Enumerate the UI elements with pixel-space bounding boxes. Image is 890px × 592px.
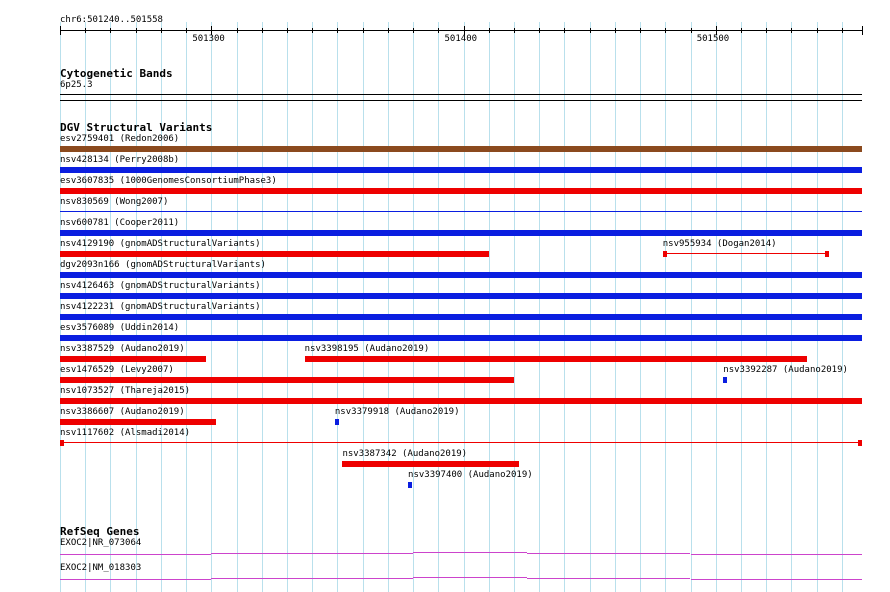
grid-line	[842, 22, 843, 592]
ruler-tick-label: 501500	[696, 34, 730, 44]
variant-label: nsv4122231 (gnomADStructuralVariants)	[60, 302, 261, 312]
ruler-minor-tick	[590, 28, 591, 33]
variant-label: nsv3386607 (Audano2019)	[60, 407, 185, 417]
variant-bar	[60, 272, 862, 278]
grid-line	[438, 22, 439, 592]
variant-label: esv3607835 (1000GenomesConsortiumPhase3)	[60, 176, 277, 186]
ruler-minor-tick	[237, 28, 238, 33]
variant-bar	[60, 356, 206, 362]
grid-line	[590, 22, 591, 592]
gene-label: EXOC2|NR_073064	[60, 538, 142, 548]
ruler-minor-tick	[438, 28, 439, 33]
grid-line	[665, 22, 666, 592]
variant-bar	[408, 482, 412, 488]
variant-label: nsv3398195 (Audano2019)	[304, 344, 430, 354]
variant-bar	[60, 230, 862, 236]
ruler-minor-tick	[110, 28, 111, 33]
variant-bar	[60, 146, 862, 152]
variant-bar	[60, 293, 862, 299]
variant-label: nsv3392287 (Audano2019)	[723, 365, 848, 375]
ruler-minor-tick	[262, 28, 263, 33]
variant-bar	[60, 314, 862, 320]
ruler-minor-tick	[615, 28, 616, 33]
ruler-minor-tick	[287, 28, 288, 33]
grid-line	[691, 22, 692, 592]
variant-label: nsv4129190 (gnomADStructuralVariants)	[60, 239, 261, 249]
ruler-minor-tick	[136, 28, 137, 33]
ruler-minor-tick	[539, 28, 540, 33]
ruler-end-tick	[862, 26, 863, 35]
gene-intron-line	[413, 552, 526, 553]
variant-label: nsv3379918 (Audano2019)	[334, 407, 460, 417]
ruler-minor-tick	[337, 28, 338, 33]
variant-cap	[60, 440, 64, 446]
cytoband-label: 6p25.3	[60, 80, 93, 90]
ruler-minor-tick	[640, 28, 641, 33]
grid-line	[615, 22, 616, 592]
grid-line	[817, 22, 818, 592]
grid-line	[640, 22, 641, 592]
gene-label: EXOC2|NM_018303	[60, 563, 142, 573]
variant-bar	[60, 398, 862, 404]
variant-label: nsv600781 (Cooper2011)	[60, 218, 180, 228]
ruler-minor-tick	[842, 28, 843, 33]
ruler-minor-tick	[691, 28, 692, 33]
grid-line	[791, 22, 792, 592]
variant-cap	[663, 251, 667, 257]
variant-label: esv1476529 (Levy2007)	[60, 365, 174, 375]
ruler-minor-tick	[489, 28, 490, 33]
variant-bar	[60, 211, 862, 212]
variant-bar	[663, 253, 829, 254]
variant-label: nsv4126463 (gnomADStructuralVariants)	[60, 281, 261, 291]
variant-bar	[342, 461, 519, 467]
ruler-minor-tick	[388, 28, 389, 33]
variant-bar	[60, 251, 489, 257]
ruler-minor-tick	[413, 28, 414, 33]
grid-line	[539, 22, 540, 592]
grid-line	[312, 22, 313, 592]
grid-line	[262, 22, 263, 592]
variant-label: nsv3387342 (Audano2019)	[342, 449, 468, 459]
gene-intron-line	[527, 578, 691, 579]
variant-bar	[723, 377, 727, 383]
cytoband-bar-bottom	[60, 100, 862, 101]
grid-line	[464, 22, 465, 592]
variant-label: nsv428134 (Perry2008b)	[60, 155, 180, 165]
variant-bar	[60, 442, 862, 443]
ruler-minor-tick	[514, 28, 515, 33]
variant-label: nsv1073527 (Thareja2015)	[60, 386, 191, 396]
grid-line	[413, 22, 414, 592]
dgv-track-title: DGV Structural Variants	[60, 121, 213, 134]
gene-intron-line	[691, 554, 862, 555]
variant-bar	[335, 419, 339, 425]
ruler-minor-tick	[817, 28, 818, 33]
grid-line	[489, 22, 490, 592]
variant-label: esv2759401 (Redon2006)	[60, 134, 180, 144]
grid-line	[363, 22, 364, 592]
variant-bar	[60, 377, 514, 383]
variant-cap	[858, 440, 862, 446]
ruler-minor-tick	[741, 28, 742, 33]
grid-line	[741, 22, 742, 592]
ruler-minor-tick	[363, 28, 364, 33]
variant-bar	[305, 356, 807, 362]
gene-intron-line	[691, 579, 862, 580]
cytoband-bar-top	[60, 94, 862, 95]
gene-intron-line	[211, 553, 413, 554]
refseq-track-title: RefSeq Genes	[60, 525, 140, 538]
ruler-minor-tick	[85, 28, 86, 33]
variant-bar	[60, 419, 216, 425]
variant-label: nsv1117602 (Alsmadi2014)	[60, 428, 191, 438]
ruler-minor-tick	[312, 28, 313, 33]
grid-line	[337, 22, 338, 592]
grid-line	[388, 22, 389, 592]
grid-line	[716, 22, 717, 592]
grid-line	[564, 22, 565, 592]
variant-label: nsv955934 (Dogan2014)	[662, 239, 777, 249]
ruler-minor-tick	[60, 28, 61, 33]
ruler-minor-tick	[186, 28, 187, 33]
ruler-minor-tick	[665, 28, 666, 33]
gene-intron-line	[60, 554, 211, 555]
ruler-tick-label: 501400	[444, 34, 478, 44]
variant-label: nsv830569 (Wong2007)	[60, 197, 169, 207]
gene-intron-line	[527, 553, 691, 554]
variant-bar	[60, 167, 862, 173]
grid-line	[287, 22, 288, 592]
variant-label: nsv3397400 (Audano2019)	[408, 470, 533, 480]
gene-intron-line	[211, 578, 413, 579]
ruler-minor-tick	[161, 28, 162, 33]
cytoband-track-title: Cytogenetic Bands	[60, 67, 173, 80]
variant-label: esv3576089 (Uddin2014)	[60, 323, 180, 333]
ruler-minor-tick	[791, 28, 792, 33]
variant-label: nsv3387529 (Audano2019)	[60, 344, 185, 354]
variant-bar	[60, 335, 862, 341]
variant-label: dgv2093n166 (gnomADStructuralVariants)	[60, 260, 266, 270]
gene-intron-line	[60, 579, 211, 580]
ruler-minor-tick	[766, 28, 767, 33]
location-label: chr6:501240..501558	[60, 15, 163, 25]
grid-line	[514, 22, 515, 592]
grid-line	[766, 22, 767, 592]
ruler-tick-label: 501300	[192, 34, 225, 44]
gene-intron-line	[413, 577, 526, 578]
ruler-minor-tick	[564, 28, 565, 33]
variant-bar	[60, 188, 862, 194]
variant-cap	[825, 251, 829, 257]
